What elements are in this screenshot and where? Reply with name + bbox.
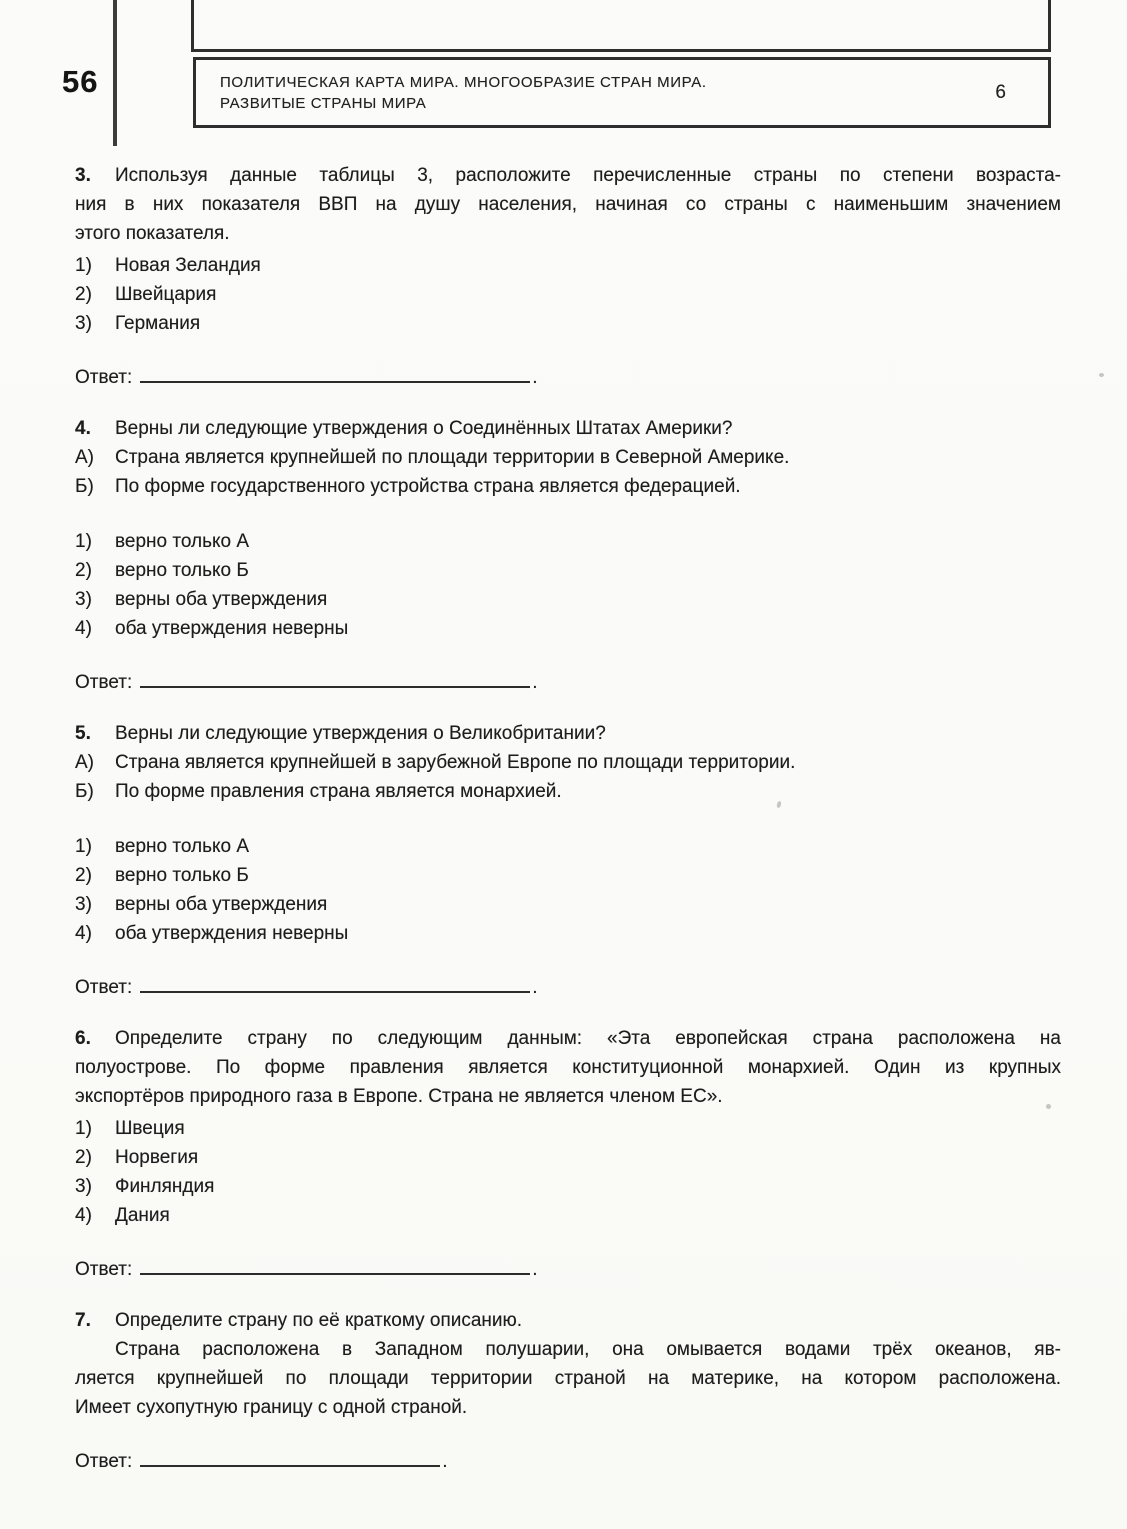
question-3-text: Используя данные таблицы 3, расположите перечисленные страны по степени возраста- (115, 165, 1061, 186)
option-label: верно только А (115, 531, 250, 552)
statement-b (75, 777, 1061, 806)
answer-terminator: . (532, 977, 538, 998)
question-6-text: Определите страну по следующим данным: «Эта европейская страна расположена на (115, 1028, 1061, 1049)
question-6-answer-row (75, 1255, 1061, 1284)
question-7-desc-line2: ляется крупнейшей по площади территории страной на материке, на котором расположена. (75, 1368, 1061, 1389)
option-number: 2) (75, 865, 92, 886)
option-item (75, 280, 1061, 309)
statement-text: Страна является крупнейшей в зарубежной Европе по площади территории. (115, 752, 796, 773)
statement-letter: А) (75, 752, 94, 773)
question-3 (75, 161, 1061, 392)
question-3-number: 3. (75, 165, 91, 186)
question-3-line3: этого показателя. (75, 223, 230, 244)
option-number: 3) (75, 313, 92, 334)
answer-terminator: . (532, 1259, 538, 1280)
answer-blank-line (140, 1451, 440, 1467)
question-5-answer-row (75, 973, 1061, 1002)
option-number: 2) (75, 1147, 92, 1168)
statement-text: По форме правления страна является монархией. (115, 781, 562, 802)
section-title (196, 72, 995, 114)
option-label: Швеция (115, 1118, 185, 1139)
option-label: верны оба утверждения (115, 589, 328, 610)
option-item (75, 919, 1061, 948)
question-6-line1 (75, 1024, 1061, 1053)
option-item (75, 251, 1061, 280)
option-item (75, 309, 1061, 338)
question-3-answer-row (75, 363, 1061, 392)
option-number: 3) (75, 589, 92, 610)
option-number: 1) (75, 255, 92, 276)
option-item (75, 1114, 1061, 1143)
option-number: 1) (75, 836, 92, 857)
option-label: верно только Б (115, 865, 249, 886)
option-number: 1) (75, 531, 92, 552)
option-item (75, 614, 1061, 643)
cutoff-table-frame (191, 0, 1051, 52)
option-number: 4) (75, 923, 92, 944)
option-label: Новая Зеландия (115, 255, 261, 276)
statement-letter: Б) (75, 781, 94, 802)
statement-a (75, 748, 1061, 777)
question-5-number: 5. (75, 723, 91, 744)
option-number: 1) (75, 1118, 92, 1139)
question-6-number: 6. (75, 1028, 91, 1049)
answer-blank-line (140, 977, 530, 993)
statement-letter: А) (75, 447, 94, 468)
option-number: 4) (75, 1205, 92, 1226)
option-label: оба утверждения неверны (115, 618, 349, 639)
question-3-line1 (75, 161, 1061, 190)
question-5-text: Верны ли следующие утверждения о Великобритании? (115, 723, 606, 744)
option-number: 4) (75, 618, 92, 639)
question-5 (75, 719, 1061, 1002)
question-7-number: 7. (75, 1310, 91, 1331)
option-item (75, 527, 1061, 556)
option-label: верно только А (115, 836, 250, 857)
answer-blank-line (140, 1259, 530, 1275)
section-header-box (193, 57, 1051, 128)
answer-label: Ответ: (75, 1259, 133, 1280)
question-3-options (75, 251, 1061, 338)
question-7-desc-line1: Страна расположена в Западном полушарии, она омывается водами трёх океанов, яв- (115, 1339, 1061, 1360)
statement-letter: Б) (75, 476, 94, 497)
option-label: верно только Б (115, 560, 249, 581)
answer-label: Ответ: (75, 672, 133, 693)
option-item (75, 1172, 1061, 1201)
section-title-line1: ПОЛИТИЧЕСКАЯ КАРТА МИРА. МНОГООБРАЗИЕ СТРАН МИРА. (220, 73, 707, 91)
option-item (75, 1143, 1061, 1172)
question-4-title (75, 414, 1061, 443)
question-6-line2: полуострове. По форме правления является конституционной монархией. Один из крупных (75, 1057, 1061, 1078)
question-6-line3: экспортёров природного газа в Европе. Страна не является членом ЕС». (75, 1086, 723, 1107)
option-number: 3) (75, 894, 92, 915)
option-item (75, 832, 1061, 861)
option-label: верны оба утверждения (115, 894, 328, 915)
statement-b (75, 472, 1061, 501)
section-page-number: 6 (995, 81, 1006, 103)
option-label: Германия (115, 313, 201, 334)
option-item (75, 861, 1061, 890)
questions-content (75, 161, 1061, 1498)
option-label: Норвегия (115, 1147, 199, 1168)
margin-vertical-rule (113, 0, 117, 146)
question-4-answer-row (75, 668, 1061, 697)
statement-text: По форме государственного устройства страна является федерацией. (115, 476, 741, 497)
option-number: 3) (75, 1176, 92, 1197)
question-7 (75, 1306, 1061, 1476)
section-title-line2: РАЗВИТЫЕ СТРАНЫ МИРА (220, 94, 427, 112)
answer-label: Ответ: (75, 1451, 133, 1472)
question-4-text: Верны ли следующие утверждения о Соединённых Штатах Америки? (115, 418, 733, 439)
left-page-number: 56 (62, 64, 99, 99)
option-label: Финляндия (115, 1176, 215, 1197)
option-label: Швейцария (115, 284, 217, 305)
option-item (75, 585, 1061, 614)
question-6 (75, 1024, 1061, 1284)
answer-label: Ответ: (75, 977, 133, 998)
question-3-line2: ния в них показателя ВВП на душу населения, начиная со страны с наименьшим значением (75, 194, 1061, 215)
answer-terminator: . (532, 367, 538, 388)
question-7-title (75, 1306, 1061, 1335)
question-5-options (75, 832, 1061, 948)
question-5-title (75, 719, 1061, 748)
scan-speck (1099, 373, 1104, 377)
question-7-desc-line3: Имеет сухопутную границу с одной страной. (75, 1397, 468, 1418)
statement-text: Страна является крупнейшей по площади территории в Северной Америке. (115, 447, 790, 468)
option-label: оба утверждения неверны (115, 923, 349, 944)
question-6-options (75, 1114, 1061, 1230)
statement-a (75, 443, 1061, 472)
option-number: 2) (75, 560, 92, 581)
answer-terminator: . (442, 1451, 448, 1472)
question-7-text: Определите страну по её краткому описанию. (115, 1310, 523, 1331)
answer-label: Ответ: (75, 367, 133, 388)
question-4 (75, 414, 1061, 697)
option-item (75, 1201, 1061, 1230)
option-number: 2) (75, 284, 92, 305)
question-4-options (75, 527, 1061, 643)
answer-blank-line (140, 672, 530, 688)
question-7-answer-row (75, 1447, 1061, 1476)
option-label: Дания (115, 1205, 170, 1226)
answer-terminator: . (532, 672, 538, 693)
question-4-number: 4. (75, 418, 91, 439)
option-item (75, 890, 1061, 919)
answer-blank-line (140, 367, 530, 383)
option-item (75, 556, 1061, 585)
